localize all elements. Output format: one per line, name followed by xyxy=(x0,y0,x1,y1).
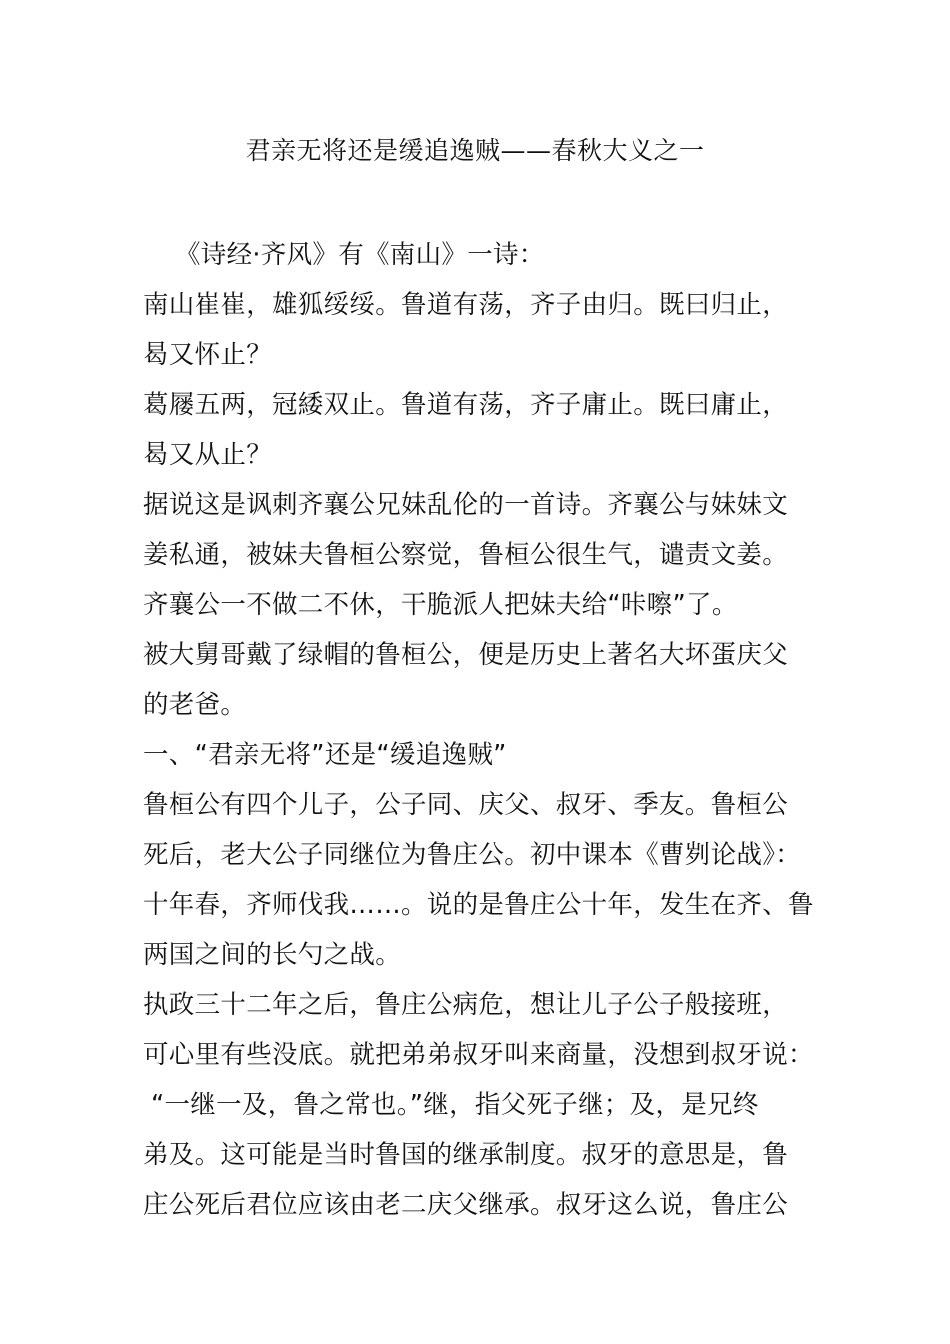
paragraph-line: 齐襄公一不做二不休，干脆派人把妹夫给“咔嚓”了。 xyxy=(143,590,738,620)
document-title: 君亲无将还是缓追逸贼——春秋大义之一 xyxy=(245,136,705,165)
paragraph-line: 姜私通，被妹夫鲁桓公察觉，鲁桓公很生气，谴责文姜。 xyxy=(143,540,789,570)
paragraph-line: 可心里有些没底。就把弟弟叔牙叫来商量，没想到叔牙说： xyxy=(143,1040,814,1070)
paragraph-line: 《诗经·齐风》有《南山》一诗： xyxy=(175,240,545,270)
paragraph-line: 鲁桓公有四个儿子，公子同、庆父、叔牙、季友。鲁桓公 xyxy=(143,790,789,820)
poem-line: 曷又怀止？ xyxy=(143,340,273,370)
paragraph-line: 死后，老大公子同继位为鲁庄公。初中课本《曹刿论战》： xyxy=(143,840,802,870)
paragraph-line: 十年春，齐师伐我……。说的是鲁庄公十年，发生在齐、鲁 xyxy=(143,890,814,920)
paragraph-line: 据说这是讽刺齐襄公兄妹乱伦的一首诗。齐襄公与妹妹文 xyxy=(143,490,789,520)
paragraph-line: 被大舅哥戴了绿帽的鲁桓公，便是历史上著名大坏蛋庆父 xyxy=(143,640,789,670)
paragraph-line: 执政三十二年之后，鲁庄公病危，想让儿子公子般接班， xyxy=(143,990,789,1020)
paragraph-line: 两国之间的长勺之战。 xyxy=(143,940,402,970)
paragraph-line: “一继一及，鲁之常也。”继，指父死子继；及，是兄终 xyxy=(151,1090,759,1120)
document-body xyxy=(143,230,813,1230)
poem-line: 曷又从止？ xyxy=(143,440,273,470)
poem-line: 南山崔崔，雄狐绥绥。鲁道有荡，齐子由归。既曰归止， xyxy=(143,290,789,320)
paragraph-line: 的老爸。 xyxy=(143,690,247,720)
section-heading: 一、“君亲无将”还是“缓追逸贼” xyxy=(143,740,507,770)
paragraph-line: 庄公死后君位应该由老二庆父继承。叔牙这么说，鲁庄公 xyxy=(143,1190,789,1220)
poem-line: 葛屦五两，冠緌双止。鲁道有荡，齐子庸止。既曰庸止， xyxy=(143,390,789,420)
paragraph-line: 弟及。这可能是当时鲁国的继承制度。叔牙的意思是，鲁 xyxy=(143,1140,789,1170)
